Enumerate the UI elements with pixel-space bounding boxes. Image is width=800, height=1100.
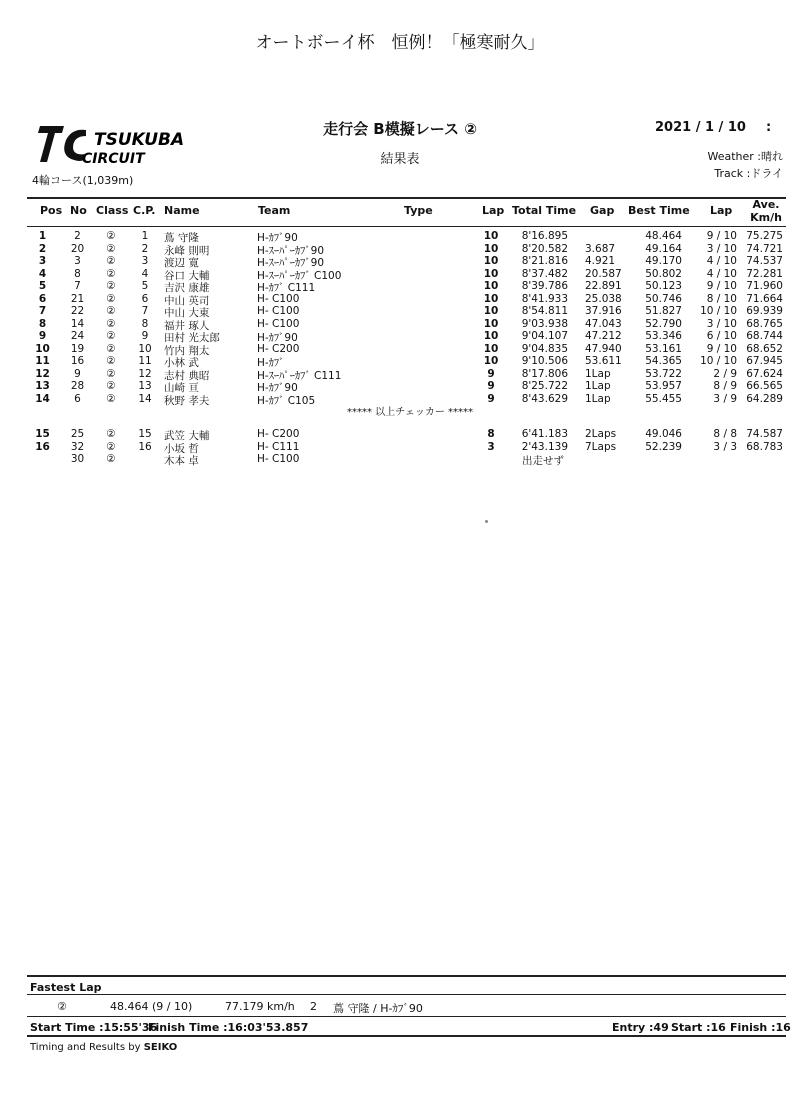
cell-cp: 9: [141, 330, 149, 342]
cell-ave: 74.721: [746, 242, 783, 255]
cell-cls: ②: [106, 342, 116, 355]
cell-cls: ②: [106, 428, 116, 440]
header-ave-line2: Km/h: [750, 211, 782, 224]
logo-text-main: TSUKUBA: [94, 130, 185, 150]
start-time: Start Time :15:55'36: [30, 1021, 158, 1034]
table-row: [0, 293, 800, 306]
header-class: Class: [96, 204, 129, 217]
cell-no: 30: [70, 453, 85, 465]
table-row: [0, 305, 800, 318]
cell-name: 志村 典昭: [164, 369, 210, 382]
cell-total: 8'20.582: [521, 242, 568, 255]
cell-cp: 1: [141, 230, 149, 242]
cell-pos: 13: [35, 380, 50, 392]
timing-credit: [30, 1042, 177, 1053]
cell-team: H-ｶﾌﾞ C105: [257, 394, 316, 407]
cell-team: H- C100: [257, 317, 300, 330]
cell-lap: 9: [487, 392, 495, 405]
cell-cp: 14: [138, 392, 152, 405]
fastest-lap-no: 2: [310, 1000, 317, 1013]
cell-pos: 11: [35, 355, 50, 367]
cell-no: 7: [74, 280, 81, 292]
cell-lap: 9: [487, 380, 495, 392]
cell-lap: 10: [483, 255, 499, 267]
cell-team: H-ｶﾌﾞ90: [257, 232, 298, 244]
finish-count: Finish :16: [730, 1021, 791, 1034]
race-title: 走行会 B模擬レース ②: [323, 120, 477, 138]
cell-no: 32: [70, 440, 85, 453]
cell-cls: ②: [106, 330, 116, 342]
cell-lapof: 3 / 3: [713, 440, 737, 453]
track-condition: Track :ドライ: [714, 167, 783, 180]
cell-lapof: 9 / 10: [706, 342, 737, 355]
table-row: [0, 243, 800, 256]
cell-lapof: 8 / 9: [713, 380, 737, 392]
cell-pos: 9: [38, 330, 47, 342]
cell-team: H- C111: [257, 440, 300, 453]
non-checker-results: [0, 428, 800, 453]
cell-best: 51.827: [645, 305, 682, 317]
cell-best: 52.790: [645, 317, 682, 330]
main-results: [0, 230, 800, 405]
cell-pos: 3: [38, 255, 47, 267]
cell-best: 49.164: [645, 242, 682, 255]
cell-cp: 16: [138, 440, 152, 453]
cell-team: H-ｽｰﾊﾟｰｶﾌﾞ90: [257, 244, 325, 257]
cell-cls: ②: [106, 230, 116, 242]
cell-lap: 10: [483, 355, 499, 367]
cell-ave: 67.945: [746, 355, 783, 367]
cell-cp: 13: [138, 380, 152, 392]
cell-cp: 6: [141, 292, 149, 305]
cell-ave: 75.275: [746, 230, 783, 242]
cell-total: 8'37.482: [521, 267, 568, 280]
cell-lapof: 10 / 10: [700, 355, 737, 367]
cell-cp: 7: [141, 305, 149, 317]
cell-lap: 9: [487, 367, 495, 380]
cell-lapof: 2 / 9: [713, 367, 737, 380]
header-best-lap: Lap: [710, 204, 733, 217]
table-row: [0, 380, 800, 393]
seiko-logo: SEIKO: [143, 1042, 178, 1053]
cell-lapof: 9 / 10: [706, 280, 737, 292]
timing-credit-text: Timing and Results by: [30, 1042, 141, 1053]
cell-total: 8'25.722: [521, 380, 568, 392]
cell-lapof: 4 / 10: [706, 267, 737, 280]
cell-no: 8: [74, 267, 81, 280]
cell-best: 48.464: [645, 230, 682, 242]
footer-top-rule: [27, 1016, 786, 1017]
cell-lapof: 8 / 10: [706, 292, 737, 305]
cell-lap: 10: [483, 292, 499, 305]
cell-name: 永峰 則明: [164, 244, 210, 257]
cell-gap: 20.587: [585, 267, 622, 280]
cell-cls: ②: [106, 292, 116, 305]
header-ave-line1: Ave.: [752, 198, 780, 211]
cell-ave: 69.939: [746, 305, 783, 317]
cell-name: 小林 武: [164, 357, 199, 369]
table-row: [0, 268, 800, 281]
finish-time: Finish Time :16:03'53.857: [148, 1021, 309, 1034]
cell-team: H- C200: [257, 342, 300, 355]
cell-best: 49.046: [645, 428, 682, 440]
cell-name: 吉沢 康雄: [164, 282, 210, 294]
cell-gap: 25.038: [585, 292, 622, 305]
table-top-rule: [27, 197, 786, 199]
cell-cp: 2: [141, 242, 149, 255]
fastest-lap-class: ②: [57, 1000, 67, 1013]
cell-name: 田村 光太郎: [164, 332, 220, 344]
header-best-time: Best Time: [628, 204, 690, 217]
cell-no: 24: [70, 330, 85, 342]
cell-pos: 8: [38, 317, 47, 330]
cell-ave: 64.289: [746, 392, 783, 405]
cell-cp: 12: [138, 367, 152, 380]
event-title: オートボーイ杯 恒例！「極寒耐久」: [255, 33, 545, 53]
cell-cp: 10: [138, 342, 152, 355]
cell-cls: ②: [106, 242, 116, 255]
cell-lap: 10: [483, 342, 499, 355]
cell-team: H-ｽｰﾊﾟｰｶﾌﾞ90: [257, 257, 325, 269]
cell-gap: 3.687: [585, 242, 616, 255]
fastest-lap-top-rule: [27, 975, 786, 977]
header-name: Name: [164, 204, 200, 217]
weather: Weather :晴れ: [707, 150, 783, 163]
cell-cls: ②: [106, 317, 116, 330]
fastest-lap-time: 48.464 (9 / 10): [110, 1000, 193, 1013]
header-pos: Pos: [40, 204, 63, 217]
table-row: [0, 255, 800, 268]
cell-name: 竹内 翔太: [164, 344, 210, 357]
cell-cp: 8: [141, 317, 149, 330]
cell-cls: ②: [106, 380, 116, 392]
cell-no: 16: [70, 355, 85, 367]
cell-no: 22: [70, 305, 85, 317]
cell-lap: 3: [487, 440, 495, 453]
cell-ave: 71.960: [746, 280, 783, 292]
header-cp: C.P.: [133, 204, 156, 217]
cell-no: 14: [70, 317, 85, 330]
table-row: [0, 230, 800, 243]
header-no: No: [70, 204, 87, 217]
table-row: [0, 318, 800, 331]
cell-team: H-ｶﾌﾞ90: [257, 332, 298, 344]
cell-lapof: 8 / 8: [713, 428, 737, 440]
cell-ave: 68.765: [746, 317, 783, 330]
cell-lap: 10: [483, 280, 499, 292]
fastest-lap-title: Fastest Lap: [30, 981, 102, 994]
cell-gap: 22.891: [585, 280, 622, 292]
cell-no: 6: [74, 392, 81, 405]
cell-ave: 68.652: [746, 342, 783, 355]
cell-name: 福井 琢人: [164, 319, 210, 332]
cell-no: 3: [74, 255, 81, 267]
cell-lapof: 9 / 10: [706, 230, 737, 242]
cell-lap: 10: [483, 317, 499, 330]
cell-status: 出走せず: [522, 455, 564, 467]
cell-name: 秋野 孝夫: [164, 394, 210, 407]
cell-cls: ②: [106, 267, 116, 280]
cell-best: 50.746: [645, 292, 682, 305]
cell-no: 25: [70, 428, 85, 440]
cell-pos: 10: [35, 342, 50, 355]
cell-best: 50.123: [645, 280, 682, 292]
cell-no: 21: [70, 292, 85, 305]
cell-team: H-ｽｰﾊﾟｰｶﾌﾞ C100: [257, 269, 342, 282]
cell-ave: 66.565: [746, 380, 783, 392]
checker-line: ***** 以上チェッカー *****: [346, 407, 474, 418]
cell-best: 49.170: [645, 255, 682, 267]
cell-name: 中山 大東: [164, 307, 210, 319]
cell-best: 53.722: [645, 367, 682, 380]
cell-lap: 10: [483, 330, 499, 342]
cell-pos: 15: [35, 428, 50, 440]
cell-ave: 74.587: [746, 428, 783, 440]
header-lap: Lap: [482, 204, 505, 217]
cell-lap: 10: [483, 305, 499, 317]
cell-no: 28: [70, 380, 85, 392]
cell-total: 9'04.835: [521, 342, 568, 355]
cell-lap: 10: [483, 267, 499, 280]
cell-team: H- C100: [257, 292, 300, 305]
cell-gap: 1Lap: [585, 380, 611, 392]
cell-name: 渡辺 寛: [164, 257, 199, 269]
date-colon: :: [766, 120, 772, 135]
cell-team: H- C100: [257, 453, 300, 465]
cell-lap: 8: [487, 428, 495, 440]
header-rule: [27, 226, 786, 227]
cell-lap: 10: [483, 230, 499, 242]
cell-gap: 47.212: [585, 330, 622, 342]
cell-total: 8'43.629: [521, 392, 568, 405]
cell-no: 20: [70, 242, 85, 255]
cell-cls: ②: [106, 355, 116, 367]
cell-cls: ②: [106, 367, 116, 380]
tsukuba-circuit-logo: [30, 122, 220, 168]
cell-gap: 47.940: [585, 342, 622, 355]
cell-total: 6'41.183: [521, 428, 568, 440]
header-team: Team: [258, 204, 291, 217]
cell-cp: 11: [138, 355, 152, 367]
cell-gap: 4.921: [585, 255, 616, 267]
cell-pos: 2: [38, 242, 47, 255]
cell-team: H- C100: [257, 305, 300, 317]
cell-pos: 5: [38, 280, 47, 292]
header-total-time: Total Time: [512, 204, 577, 217]
cell-no: 2: [74, 230, 81, 242]
cell-lapof: 4 / 10: [706, 255, 737, 267]
cell-lap: 10: [483, 242, 499, 255]
cell-gap: 37.916: [585, 305, 622, 317]
cell-team: H-ｶﾌﾞ: [257, 357, 285, 369]
footer-bottom-rule: [27, 1035, 786, 1037]
cell-team: H-ｶﾌﾞ90: [257, 382, 298, 394]
cell-cls: ②: [106, 305, 116, 317]
cell-name: 木本 卓: [164, 455, 199, 467]
scan-speck: [485, 520, 488, 523]
cell-best: 53.161: [645, 342, 682, 355]
race-subtitle: 結果表: [380, 152, 420, 167]
cell-ave: 74.537: [746, 255, 783, 267]
cell-class: ②: [106, 453, 116, 465]
cell-best: 52.239: [645, 440, 682, 453]
cell-pos: 12: [35, 367, 50, 380]
cell-total: 8'54.811: [521, 305, 568, 317]
table-row: [0, 280, 800, 293]
cell-total: 9'10.506: [521, 355, 568, 367]
logo-text-sub: CIRCUIT: [82, 151, 145, 167]
cell-gap: 7Laps: [585, 440, 617, 453]
cell-total: 2'43.139: [521, 440, 568, 453]
cell-cp: 5: [141, 280, 149, 292]
cell-best: 53.957: [645, 380, 682, 392]
cell-lapof: 3 / 10: [706, 242, 737, 255]
cell-name: 小坂 哲: [164, 442, 199, 455]
cell-pos: 4: [38, 267, 47, 280]
cell-ave: 68.783: [746, 440, 783, 453]
fastest-lap-speed: 77.179 km/h: [225, 1000, 295, 1013]
cell-cp: 15: [138, 428, 152, 440]
cell-name: 蔦 守隆: [164, 232, 199, 244]
cell-best: 55.455: [645, 392, 682, 405]
cell-total: 8'41.933: [521, 292, 568, 305]
cell-total: 9'04.107: [521, 330, 568, 342]
cell-name: 山崎 亘: [164, 382, 199, 394]
cell-name: 武笠 大輔: [164, 430, 210, 442]
race-date: 2021 / 1 / 10: [655, 120, 746, 135]
cell-ave: 72.281: [746, 267, 783, 280]
cell-total: 8'39.786: [521, 280, 568, 292]
cell-gap: 47.043: [585, 317, 622, 330]
cell-total: 8'21.816: [521, 255, 568, 267]
header-ave: [746, 198, 786, 224]
table-row: [0, 441, 800, 454]
cell-cp: 4: [141, 267, 149, 280]
table-row: [0, 343, 800, 356]
table-row: [0, 393, 800, 406]
header-gap: Gap: [590, 204, 615, 217]
cell-cls: ②: [106, 392, 116, 405]
cell-name: 谷口 大輔: [164, 269, 210, 282]
cell-gap: 1Lap: [585, 367, 611, 380]
cell-team: H-ｽｰﾊﾟｰｶﾌﾞ C111: [257, 369, 342, 382]
cell-cls: ②: [106, 255, 116, 267]
cell-name: 中山 英司: [164, 294, 210, 307]
cell-pos: 16: [35, 440, 50, 453]
fastest-lap-driver: 蔦 守隆 / H-ｶﾌﾞ90: [333, 1002, 423, 1015]
cell-gap: 2Laps: [585, 428, 617, 440]
cell-pos: 1: [38, 230, 47, 242]
cell-ave: 67.624: [746, 367, 783, 380]
table-row-dns: [0, 453, 800, 466]
cell-pos: 7: [38, 305, 47, 317]
cell-no: 9: [74, 367, 81, 380]
cell-ave: 71.664: [746, 292, 783, 305]
table-row: [0, 368, 800, 381]
cell-team: H-ｶﾌﾞ C111: [257, 282, 316, 294]
cell-gap: 1Lap: [585, 392, 611, 405]
cell-lapof: 10 / 10: [700, 305, 737, 317]
table-row: [0, 330, 800, 343]
cell-cls: ②: [106, 280, 116, 292]
cell-lapof: 3 / 10: [706, 317, 737, 330]
cell-total: 8'16.895: [521, 230, 568, 242]
table-row: [0, 355, 800, 368]
table-row: [0, 428, 800, 441]
cell-best: 54.365: [645, 355, 682, 367]
cell-cp: 3: [141, 255, 149, 267]
cell-gap: 53.611: [585, 355, 622, 367]
course-label: 4輪コース(1,039m): [32, 174, 134, 187]
cell-total: 9'03.938: [521, 317, 568, 330]
cell-pos: 6: [38, 292, 47, 305]
cell-team: H- C200: [257, 428, 300, 440]
cell-lapof: 6 / 10: [706, 330, 737, 342]
start-count: Start :16: [671, 1021, 726, 1034]
cell-best: 53.346: [645, 330, 682, 342]
cell-ave: 68.744: [746, 330, 783, 342]
results-table: [0, 230, 800, 466]
fastest-lap-rule: [27, 994, 786, 995]
cell-pos: 14: [35, 392, 50, 405]
cell-total: 8'17.806: [521, 367, 568, 380]
cell-best: 50.802: [645, 267, 682, 280]
header-type: Type: [404, 204, 433, 217]
cell-cls: ②: [106, 440, 116, 453]
entry-count: Entry :49: [612, 1021, 669, 1034]
cell-lapof: 3 / 9: [713, 392, 737, 405]
cell-no: 19: [70, 342, 85, 355]
